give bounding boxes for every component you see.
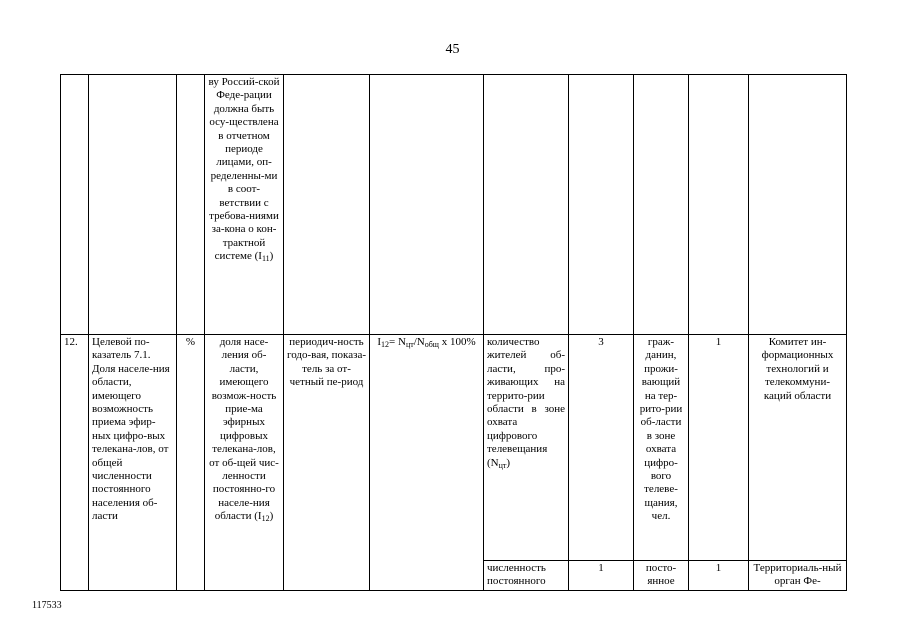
- definition-cell: доля насе-ления об-ласти, имеющего возмож-ность прие-ма эфирных цифровых телекана-лов, от об-щей чис-ленности постоянно-го населе-ния области $(I_{12})$: [205, 335, 284, 591]
- basic-indicator-cell: численность постоянного: [484, 561, 569, 591]
- cell-empty: [634, 75, 689, 335]
- cell-empty: [177, 75, 205, 335]
- coverage-cell: 1: [689, 335, 749, 561]
- table-row-continued: [61, 75, 847, 335]
- cell-empty: [89, 75, 177, 335]
- cell-empty: [689, 75, 749, 335]
- periodicity-cell: периодич-ность годо-вая, показа-тель за от-четный пе-риод: [284, 335, 370, 591]
- object-cell: граж-данин, прожи-вающий на тер-рито-рии об-ласти в зоне охвата цифро-вого телеве-щания, чел.: [634, 335, 689, 561]
- cell-empty: [61, 75, 89, 335]
- responsible-cell: Территориаль-ный орган Фе-: [749, 561, 847, 591]
- cell-empty: [484, 75, 569, 335]
- object-cell: посто-янное: [634, 561, 689, 591]
- method-cell: 3: [569, 335, 634, 561]
- cell-empty: [749, 75, 847, 335]
- cell-empty: [569, 75, 634, 335]
- definition-continued-cell: ву Россий-ской Феде-рации должна быть осу-ществлена в отчетном периоде лицами, оп-ределенны-ми в соот-ветствии с требова-ниями за-кона о кон-трактной системе $(I_{11})$: [205, 75, 284, 335]
- coverage-cell: 1: [689, 561, 749, 591]
- row-number-cell: 12.: [61, 335, 89, 591]
- indicator-name-cell: Целевой по-казатель 7.1. Доля населе-ния области, имеющего возможность приема эфир-ных цифро-вых телекана-лов, от общей численности постоянного населения об-ласти: [89, 335, 177, 591]
- formula-cell: $I_{12}= N_{цт}/N_{общ}$ x 100%: [370, 335, 484, 591]
- unit-cell: %: [177, 335, 205, 591]
- footer-document-code: 117533: [32, 600, 62, 611]
- indicator-table: [60, 74, 847, 591]
- page-number: 45: [445, 42, 460, 57]
- cell-empty: [284, 75, 370, 335]
- cell-empty: [370, 75, 484, 335]
- responsible-cell: Комитет ин-формационных технологий и телекоммуни-каций области: [749, 335, 847, 561]
- table-row-12: [61, 335, 847, 561]
- method-cell: 1: [569, 561, 634, 591]
- basic-indicator-cell: количество жителей об-ласти, про-живающих на террито-рии области в зоне охвата цифрового телевещания $(N_{цт})$: [484, 335, 569, 561]
